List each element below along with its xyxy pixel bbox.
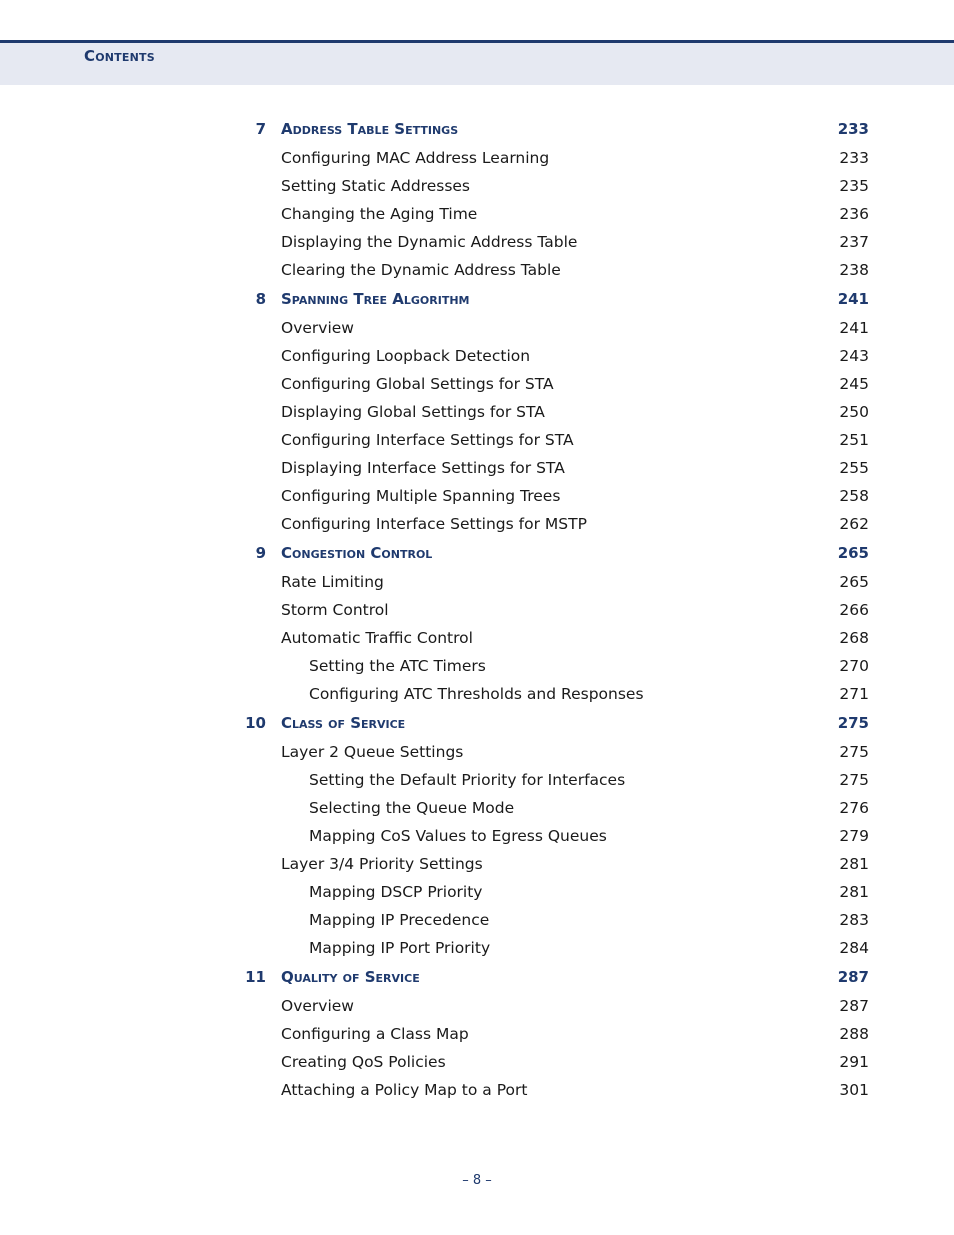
chapter-title: Quality of Service xyxy=(281,968,420,986)
section-page-number: 281 xyxy=(839,855,869,873)
section-title: Configuring Global Settings for STA xyxy=(281,375,554,393)
toc-section-row[interactable] xyxy=(0,403,954,425)
section-title: Setting the Default Priority for Interfaces xyxy=(309,771,626,789)
section-title: Mapping DSCP Priority xyxy=(309,883,483,901)
section-page-number: 251 xyxy=(839,431,869,449)
toc-chapter-row[interactable] xyxy=(0,120,954,142)
toc-section-row[interactable] xyxy=(0,997,954,1019)
section-title: Creating QoS Policies xyxy=(281,1053,446,1071)
section-title: Layer 3/4 Priority Settings xyxy=(281,855,483,873)
section-page-number: 288 xyxy=(839,1025,869,1043)
section-page-number: 243 xyxy=(839,347,869,365)
section-page-number: 301 xyxy=(839,1081,869,1099)
toc-section-row[interactable] xyxy=(0,1025,954,1047)
section-title: Setting Static Addresses xyxy=(281,177,471,195)
section-title: Configuring Interface Settings for MSTP xyxy=(281,515,587,533)
section-page-number: 268 xyxy=(839,629,869,647)
section-title: Configuring ATC Thresholds and Responses xyxy=(309,685,644,703)
section-title: Layer 2 Queue Settings xyxy=(281,743,464,761)
section-page-number: 283 xyxy=(839,911,869,929)
toc-section-row[interactable] xyxy=(0,177,954,199)
section-title: Attaching a Policy Map to a Port xyxy=(281,1081,528,1099)
section-page-number: 238 xyxy=(839,261,869,279)
section-page-number: 245 xyxy=(839,375,869,393)
section-title: Overview xyxy=(281,997,354,1015)
chapter-number: 9 xyxy=(255,544,266,562)
section-page-number: 241 xyxy=(839,319,869,337)
chapter-page-number: 233 xyxy=(837,120,869,138)
toc-section-row[interactable] xyxy=(0,261,954,283)
section-page-number: 276 xyxy=(839,799,869,817)
toc-section-row[interactable] xyxy=(0,855,954,877)
chapter-title: Congestion Control xyxy=(281,544,433,562)
section-page-number: 250 xyxy=(839,403,869,421)
section-page-number: 265 xyxy=(839,573,869,591)
section-page-number: 236 xyxy=(839,205,869,223)
running-header-title: Contents xyxy=(84,47,155,65)
toc-section-row[interactable] xyxy=(0,431,954,453)
toc-section-row[interactable] xyxy=(0,685,954,707)
section-page-number: 279 xyxy=(839,827,869,845)
chapter-number: 10 xyxy=(245,714,266,732)
section-page-number: 270 xyxy=(839,657,869,675)
section-title: Configuring Loopback Detection xyxy=(281,347,531,365)
toc-section-row[interactable] xyxy=(0,205,954,227)
section-title: Selecting the Queue Mode xyxy=(309,799,515,817)
section-title: Configuring a Class Map xyxy=(281,1025,469,1043)
section-title: Configuring MAC Address Learning xyxy=(281,149,550,167)
chapter-title: Address Table Settings xyxy=(281,120,459,138)
section-title: Mapping IP Precedence xyxy=(309,911,490,929)
toc-section-row[interactable] xyxy=(0,319,954,341)
chapter-page-number: 241 xyxy=(837,290,869,308)
section-page-number: 237 xyxy=(839,233,869,251)
toc-chapter-row[interactable] xyxy=(0,544,954,566)
section-page-number: 275 xyxy=(839,771,869,789)
toc-section-row[interactable] xyxy=(0,911,954,933)
section-page-number: 258 xyxy=(839,487,869,505)
toc-section-row[interactable] xyxy=(0,487,954,509)
section-page-number: 255 xyxy=(839,459,869,477)
toc-section-row[interactable] xyxy=(0,939,954,961)
toc-section-row[interactable] xyxy=(0,1053,954,1075)
section-page-number: 291 xyxy=(839,1053,869,1071)
section-title: Overview xyxy=(281,319,354,337)
toc-section-row[interactable] xyxy=(0,149,954,171)
toc-section-row[interactable] xyxy=(0,827,954,849)
toc-section-row[interactable] xyxy=(0,233,954,255)
section-title: Changing the Aging Time xyxy=(281,205,478,223)
section-title: Clearing the Dynamic Address Table xyxy=(281,261,561,279)
section-title: Automatic Traffic Control xyxy=(281,629,473,647)
section-page-number: 281 xyxy=(839,883,869,901)
toc-section-row[interactable] xyxy=(0,601,954,623)
toc-section-row[interactable] xyxy=(0,629,954,651)
section-title: Displaying the Dynamic Address Table xyxy=(281,233,578,251)
section-page-number: 287 xyxy=(839,997,869,1015)
chapter-page-number: 275 xyxy=(837,714,869,732)
section-title: Mapping IP Port Priority xyxy=(309,939,491,957)
chapter-page-number: 287 xyxy=(837,968,869,986)
toc-chapter-row[interactable] xyxy=(0,968,954,990)
toc-section-row[interactable] xyxy=(0,515,954,537)
toc-section-row[interactable] xyxy=(0,1081,954,1103)
page-number-footer: – 8 – xyxy=(462,1173,492,1188)
toc-section-row[interactable] xyxy=(0,771,954,793)
section-page-number: 284 xyxy=(839,939,869,957)
section-page-number: 275 xyxy=(839,743,869,761)
section-page-number: 233 xyxy=(839,149,869,167)
chapter-number: 8 xyxy=(255,290,266,308)
chapter-number: 11 xyxy=(245,968,266,986)
toc-section-row[interactable] xyxy=(0,347,954,369)
chapter-title: Class of Service xyxy=(281,714,406,732)
section-title: Displaying Interface Settings for STA xyxy=(281,459,565,477)
toc-chapter-row[interactable] xyxy=(0,290,954,312)
toc-section-row[interactable] xyxy=(0,743,954,765)
section-page-number: 235 xyxy=(839,177,869,195)
section-page-number: 266 xyxy=(839,601,869,619)
running-header xyxy=(0,40,954,85)
section-title: Configuring Multiple Spanning Trees xyxy=(281,487,561,505)
toc-chapter-row[interactable] xyxy=(0,714,954,736)
toc-section-row[interactable] xyxy=(0,573,954,595)
toc-section-row[interactable] xyxy=(0,375,954,397)
toc-section-row[interactable] xyxy=(0,799,954,821)
chapter-page-number: 265 xyxy=(837,544,869,562)
chapter-number: 7 xyxy=(255,120,266,138)
section-title: Setting the ATC Timers xyxy=(309,657,486,675)
section-title: Displaying Global Settings for STA xyxy=(281,403,545,421)
toc-section-row[interactable] xyxy=(0,883,954,905)
chapter-title: Spanning Tree Algorithm xyxy=(281,290,470,308)
section-title: Mapping CoS Values to Egress Queues xyxy=(309,827,607,845)
section-page-number: 262 xyxy=(839,515,869,533)
section-title: Rate Limiting xyxy=(281,573,384,591)
toc-section-row[interactable] xyxy=(0,657,954,679)
section-title: Storm Control xyxy=(281,601,389,619)
section-page-number: 271 xyxy=(839,685,869,703)
toc-section-row[interactable] xyxy=(0,459,954,481)
section-title: Configuring Interface Settings for STA xyxy=(281,431,574,449)
